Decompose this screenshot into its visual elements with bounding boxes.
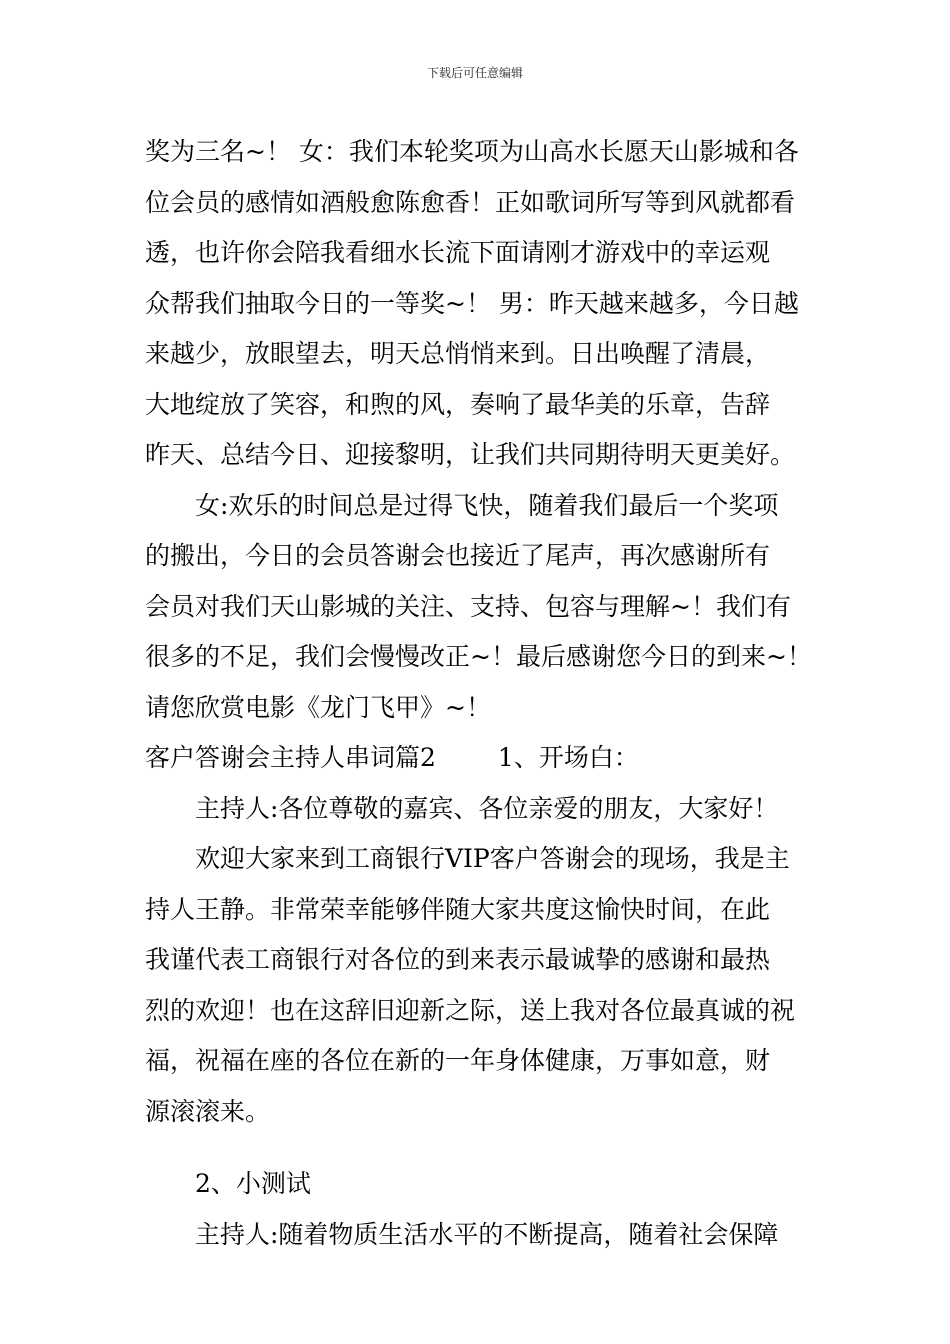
- heading-title: 客户答谢会主持人串词篇2: [145, 743, 436, 772]
- text-line: 烈的欢迎！也在这辞旧迎新之际，送上我对各位最真诚的祝: [145, 995, 796, 1025]
- paragraph-2: [145, 481, 810, 734]
- text-line: 女:欢乐的时间总是过得飞快，随着我们最后一个奖项: [195, 490, 779, 520]
- text-line: 主持人:各位尊敬的嘉宾、各位亲爱的朋友，大家好！: [195, 793, 779, 823]
- text-line: 主持人:随着物质生活水平的不断提高，随着社会保障: [195, 1219, 779, 1249]
- text-line: 我谨代表工商银行对各位的到来表示最诚挚的感谢和最热: [145, 945, 771, 974]
- text-line: 昨天、总结今日、迎接黎明，让我们共同期待明天更美好。: [145, 440, 796, 469]
- paragraph-6: [145, 1210, 810, 1261]
- text-line: 众帮我们抽取今日的一等奖~！ 男：昨天越来越多，今日越: [145, 288, 799, 318]
- text-line: 来越少，放眼望去，明天总悄悄来到。日出唤醒了清晨，: [145, 339, 771, 368]
- document-body: [145, 127, 810, 1260]
- text-line: 奖为三名~！ 女：我们本轮奖项为山高水长愿天山影城和各: [145, 137, 799, 166]
- section-heading: [145, 733, 810, 784]
- paragraph-4: [145, 834, 810, 1137]
- text-line: 透，也许你会陪我看细水长流下面请刚才游戏中的幸运观: [145, 238, 771, 267]
- paragraph-5: [145, 1159, 810, 1210]
- text-line: 2、小测试: [195, 1169, 311, 1198]
- heading-section: 1、开场白：: [497, 743, 639, 772]
- text-line: 位会员的感情如酒般愈陈愈香！正如歌词所写等到风就都看: [145, 187, 796, 217]
- text-line: 的搬出，今日的会员答谢会也接近了尾声，再次感谢所有: [145, 541, 771, 570]
- text-line: 福，祝福在座的各位在新的一年身体健康，万事如意，财: [145, 1046, 771, 1075]
- text-line: 源滚滚来。: [145, 1096, 271, 1126]
- text-line: 请您欣赏电影《龙门飞甲》~！: [145, 692, 491, 722]
- text-line: 很多的不足，我们会慢慢改正~！最后感谢您今日的到来~！: [145, 642, 812, 671]
- paragraph-1: [145, 127, 810, 481]
- paragraph-3: [145, 784, 810, 835]
- text-line: 持人王静。非常荣幸能够伴随大家共度这愉快时间，在此: [145, 894, 771, 924]
- page-header: 下载后可任意编辑: [426, 66, 523, 80]
- text-line: 大地绽放了笑容，和煦的风，奏响了最华美的乐章，告辞: [145, 389, 771, 419]
- text-line: 欢迎大家来到工商银行VIP客户答谢会的现场，我是主: [195, 844, 790, 873]
- text-line: 会员对我们天山影城的关注、支持、包容与理解~！我们有: [145, 591, 791, 621]
